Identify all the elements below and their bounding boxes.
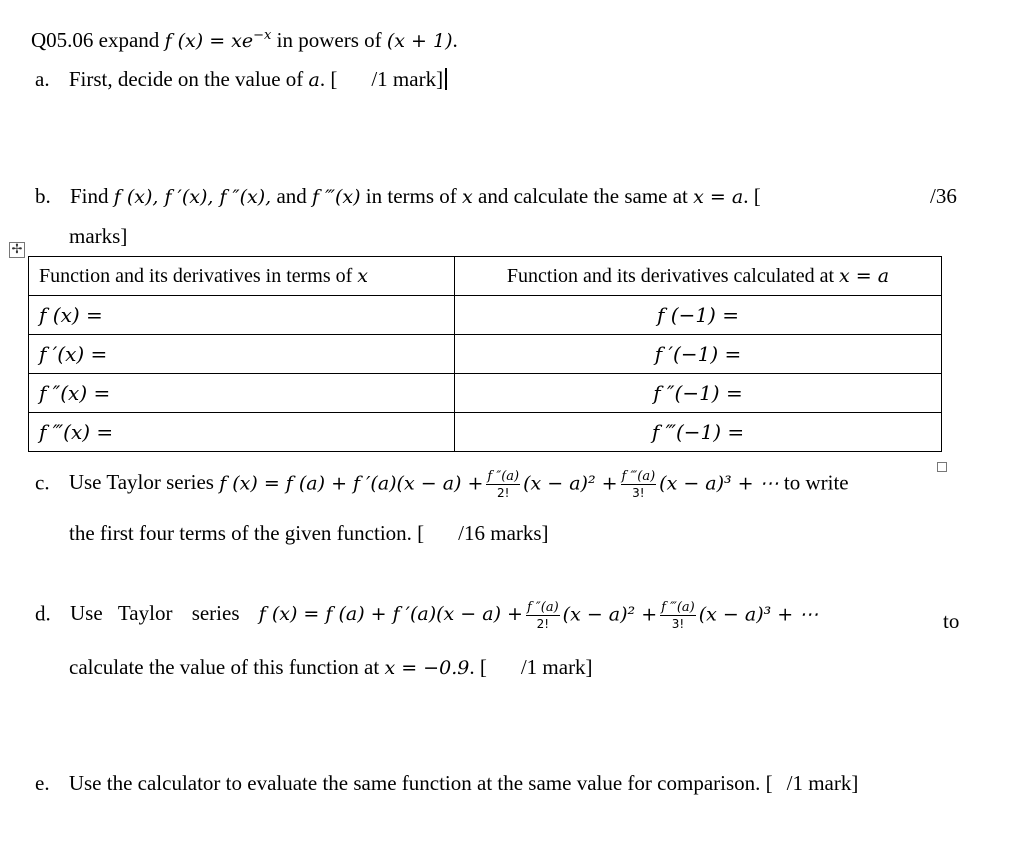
- table-header-row: [29, 257, 942, 296]
- part-c-line2: the first four terms of the given function. [ /16 marks]: [69, 521, 549, 545]
- table-cell[interactable]: f ‴(x) =: [29, 413, 455, 452]
- part-a: a. First, decide on the value of a. [ /1 mark]: [35, 67, 447, 92]
- part-b-marks: /36: [930, 184, 957, 208]
- table-row: [29, 374, 942, 413]
- part-d-line2: calculate the value of this function at x = −0.9. [ /1 mark]: [69, 655, 593, 679]
- table-resize-handle-icon[interactable]: [937, 462, 947, 472]
- part-e: e. Use the calculator to evaluate the same function at the same value for comparison. [ /1 mark]: [35, 771, 859, 795]
- part-d-to: to: [943, 609, 960, 633]
- table-row: [29, 296, 942, 335]
- fraction: $\frac{f ‴(a)}{3!}$: [661, 600, 695, 631]
- table-row: [29, 335, 942, 374]
- text-cursor: [445, 68, 447, 90]
- table-header-cell[interactable]: Function and its derivatives calculated at x = a: [455, 257, 942, 296]
- table-row: [29, 413, 942, 452]
- table-cell[interactable]: f ′(x) =: [29, 335, 455, 374]
- table-cell[interactable]: f ′(−1) =: [455, 335, 942, 374]
- derivatives-table: [28, 256, 942, 452]
- fraction: $\frac{f ‴(a)}{3!}$: [621, 469, 656, 500]
- table-cell[interactable]: f (x) =: [29, 296, 455, 335]
- table-cell[interactable]: f ‴(−1) =: [455, 413, 942, 452]
- question-title: Q05.06 expand f $(x) = xe^{-x}$ in powers of (x + 1).: [31, 28, 458, 52]
- table-header-cell[interactable]: Function and its derivatives in terms of x: [29, 257, 455, 296]
- part-b-marks-cont: marks]: [69, 224, 128, 248]
- part-b: b. Find f (x), f ′(x), f ″(x), and f ‴(x) in terms of x and calculate the same at x = a. [: [35, 184, 761, 208]
- part-d: d. Use Taylor series f (x) = f (a) + f ′(a)(x − a) + $\frac{f ''(a)}{2!}$ (x − a)² + $\frac{f ‴(a)}{3!}$ (x − a)³ + ⋯: [35, 600, 819, 631]
- fraction: $\frac{f ''(a)}{2!}$: [526, 600, 559, 631]
- fraction: $\frac{f ''(a)}{2!}$: [487, 469, 520, 500]
- table-cell[interactable]: f (−1) =: [455, 296, 942, 335]
- part-c: c. Use Taylor series f (x) = f (a) + f ′(a)(x − a) + $\frac{f ''(a)}{2!}$ (x − a)² + $\frac{f ‴(a)}{3!}$ (x − a)³ + ⋯ to write: [35, 469, 849, 500]
- table-cell[interactable]: f ″(x) =: [29, 374, 455, 413]
- table-cell[interactable]: f ″(−1) =: [455, 374, 942, 413]
- table-move-handle-icon[interactable]: ✢: [9, 242, 25, 258]
